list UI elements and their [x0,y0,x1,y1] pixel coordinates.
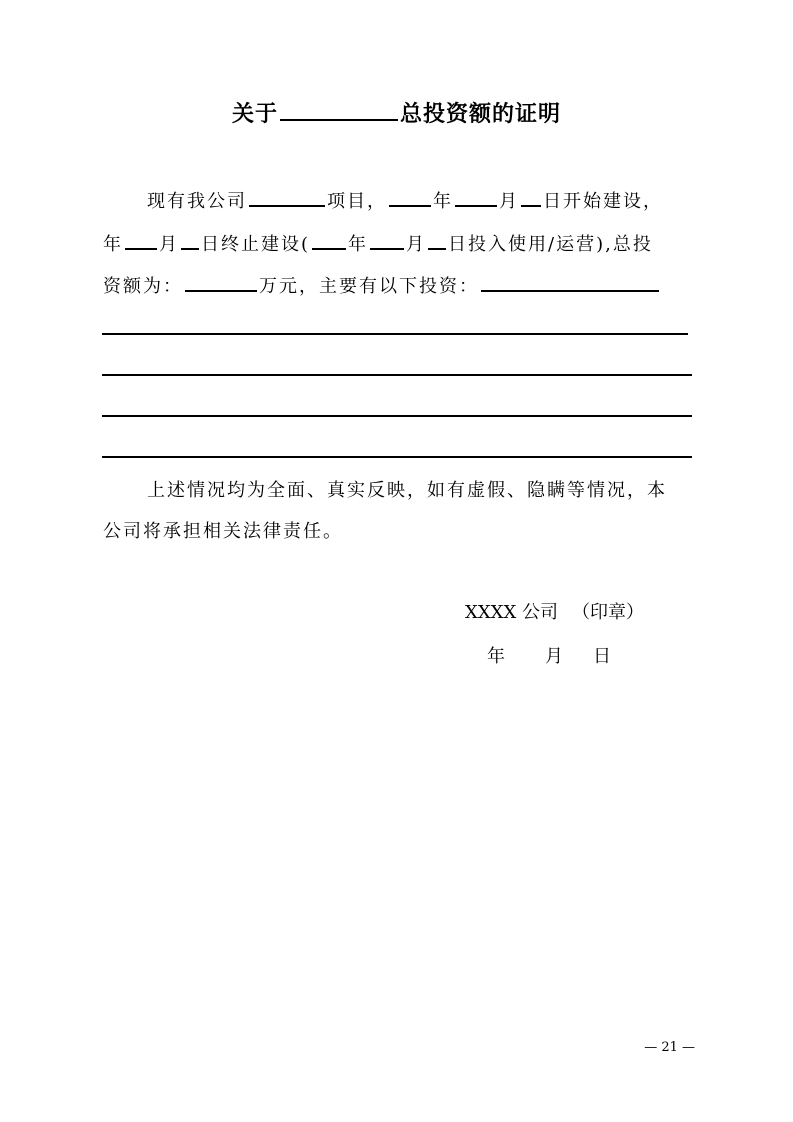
total-amount-blank[interactable] [185,272,257,292]
seal-label: （印章） [571,602,644,623]
text-segment: 月 [406,234,427,255]
text-segment: 现有我公司 [147,191,247,212]
use-day-blank[interactable] [428,230,446,250]
declaration-line-2: 公司将承担相关法律责任。 [103,521,343,542]
text-segment: 资额为： [103,276,183,297]
start-day-blank[interactable] [521,187,541,207]
date-month: 月 [545,646,563,667]
page-number: — 21 — [644,1040,695,1055]
body-line-3 [103,272,661,299]
text-segment: 日投入使用/运营),总投 [448,234,653,255]
investment-detail-line-4[interactable] [102,456,692,458]
date-day: 日 [593,646,611,667]
use-year-blank[interactable] [312,230,346,250]
use-month-blank[interactable] [370,230,404,250]
investment-detail-blank[interactable] [481,272,659,292]
text-segment: 年 [433,191,453,212]
text-segment: 月 [499,191,519,212]
start-month-blank[interactable] [455,187,497,207]
body-line-1 [147,187,663,214]
body-line-2 [103,230,653,257]
end-month-year-blank[interactable] [125,230,157,250]
text-segment: 年 [103,234,123,255]
project-name-blank[interactable] [249,187,325,207]
text-segment: 项目， [327,191,387,212]
text-segment: 月 [159,234,179,255]
signature-company [465,601,644,625]
declaration-line-1: 上述情况均为全面、真实反映，如有虚假、隐瞒等情况，本 [147,480,667,501]
investment-detail-line-3[interactable] [102,415,692,417]
date-year: 年 [487,646,505,667]
title-suffix: 总投资额的证明 [400,102,562,127]
signature-date [487,645,611,669]
text-segment: 年 [348,234,369,255]
start-year-blank[interactable] [389,187,431,207]
company-name: XXXX 公司 [465,602,558,623]
title-prefix: 关于 [231,102,278,127]
investment-detail-line-2[interactable] [102,374,692,376]
title-project-blank[interactable] [280,101,398,121]
document-title [0,97,793,128]
text-segment: 日终止建设( [201,234,311,255]
end-day-blank[interactable] [181,230,199,250]
text-segment: 日开始建设， [543,191,663,212]
investment-detail-line-1[interactable] [102,333,688,335]
text-segment: 万元，主要有以下投资： [259,276,479,297]
